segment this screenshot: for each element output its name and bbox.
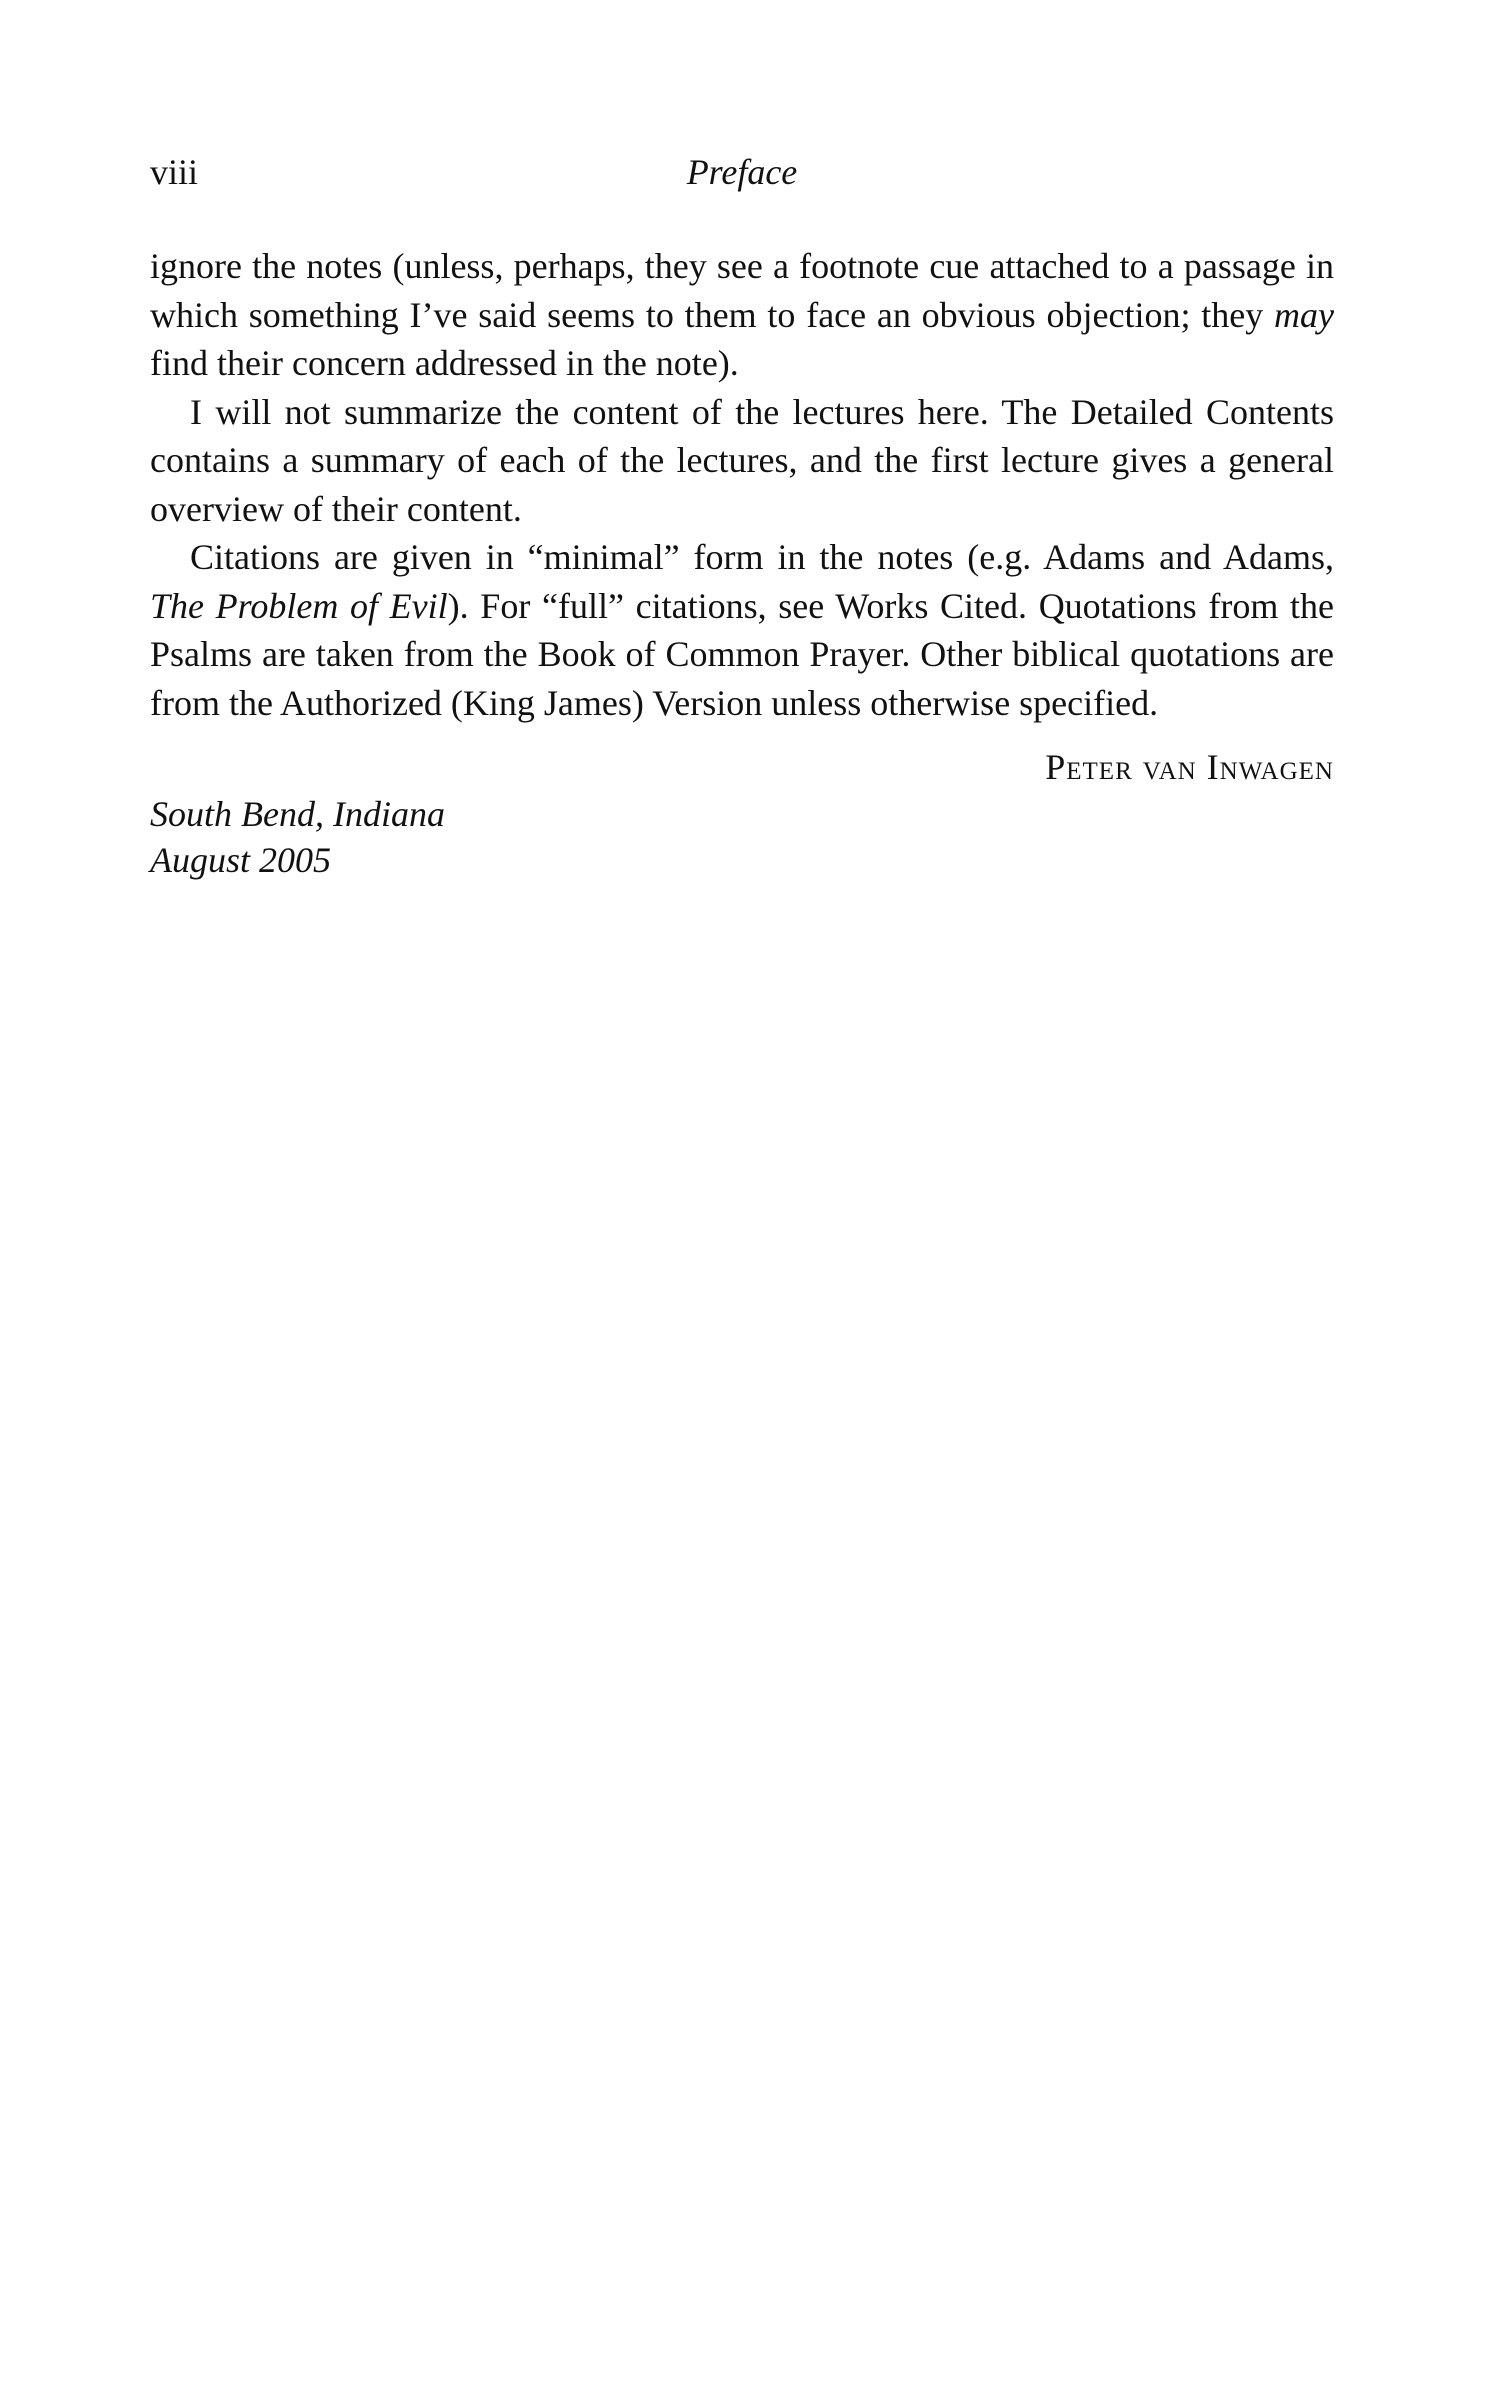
emphasis-text: may bbox=[1274, 294, 1334, 335]
paragraph-continuation bbox=[150, 242, 1334, 388]
running-head bbox=[150, 148, 1334, 196]
paragraph-text: find their concern addressed in the note). bbox=[150, 343, 739, 383]
paragraph-text: ignore the notes (unless, perhaps, they see a footnote cue attached to a passage in which something I’ve said seems to them to face an obvious objection; they bbox=[150, 246, 1334, 335]
paragraph-text: Citations are given in “minimal” form in the notes (e.g. Adams and Adams, bbox=[190, 537, 1334, 577]
author-signature: Peter van Inwagen bbox=[1045, 747, 1334, 787]
body-text bbox=[150, 242, 1334, 883]
page-number: viii bbox=[150, 152, 199, 192]
dateline bbox=[150, 791, 1334, 883]
dateline-date: August 2005 bbox=[150, 840, 332, 880]
dateline-place: South Bend, Indiana bbox=[150, 794, 445, 834]
paragraph-lectures-summary: I will not summarize the content of the lectures here. The Detailed Contents contains a summary of each of the lectures, and the first lecture gives a general overview of their content. bbox=[150, 391, 1334, 529]
paragraph-text: ). For “full” citations, see Works Cited. Quotations from the Psalms are taken from the Book of Common Prayer. Other biblical quotations are from the Authorized (King James) Version unless otherwise specified. bbox=[150, 585, 1334, 723]
book-title: The Problem of Evil bbox=[150, 585, 448, 626]
paragraph-citations bbox=[150, 533, 1334, 727]
running-title: Preface bbox=[686, 152, 798, 192]
